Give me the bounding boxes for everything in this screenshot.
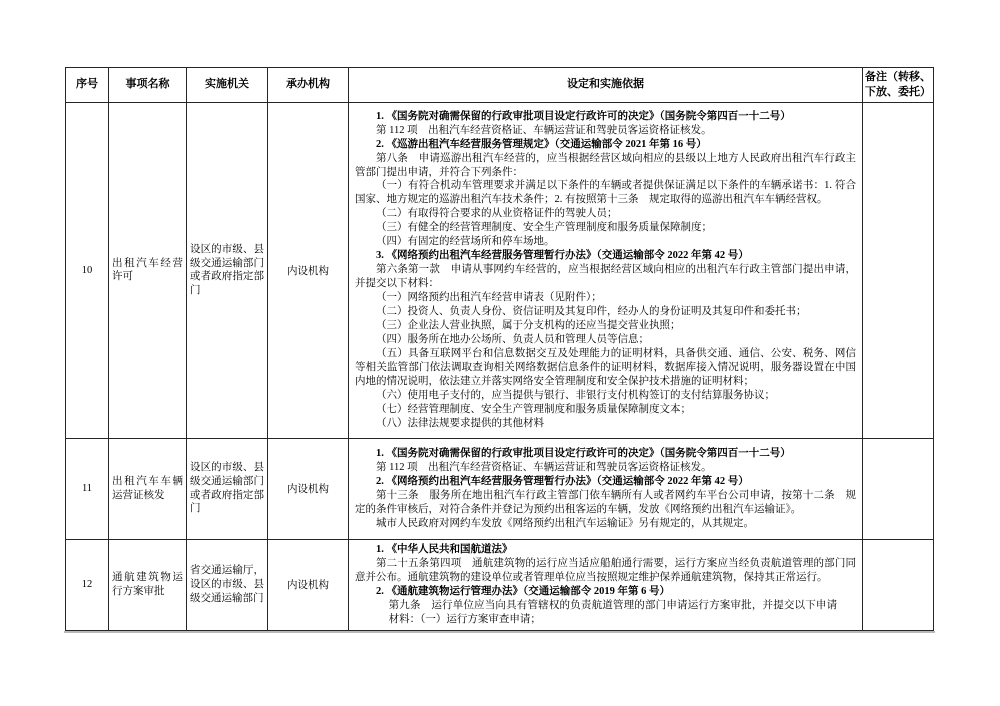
basis-paragraph: （二）有取得符合要求的从业资格证件的驾驶人员； xyxy=(376,208,618,220)
page-bottom-rule xyxy=(64,631,935,633)
table-row xyxy=(66,539,934,630)
seq-cell: 12 xyxy=(66,539,109,630)
basis-paragraph: （八）法律法规要求提供的其他材料 xyxy=(376,417,544,429)
header-row xyxy=(66,68,934,103)
col-header-handler: 承办机构 xyxy=(268,68,349,103)
col-header-remark: 备注（转移、下放、委托） xyxy=(863,68,934,103)
basis-paragraph: 第二十五条第四项 通航建筑物的运行应当适应船舶通行需要，运行方案应当经负责航道管理的部门同意并公布。通航建筑物的建设单位或者管理单位应当按照规定维护保养通航建筑物，保持其正常运行。 xyxy=(355,557,856,583)
basis-paragraph: 1. 《国务院对确需保留的行政审批项目设定行政许可的决定》（国务院令第四百一十二号） xyxy=(376,110,791,122)
implementer-cell: 设区的市级、县级交通运输部门或者政府指定部门 xyxy=(187,438,268,539)
basis-cell xyxy=(349,539,863,630)
basis-paragraph: 第十三条 服务所在地出租汽车行政主管部门依车辆所有人或者网约车平台公司申请，按第十二条 规定的条件审核后，对符合条件并登记为预约出租客运的车辆，发放《网络预约出租汽车运输证》。 xyxy=(355,489,856,515)
implementer-cell: 省交通运输厅，设区的市级、县级交通运输部门 xyxy=(187,539,268,630)
basis-paragraph: 第九条 运行单位应当向具有管辖权的负责航道管理的部门申请运行方案审批，并提交以下申请材料：（一）运行方案审查申请； xyxy=(388,599,838,625)
basis-paragraph: 城市人民政府对网约车发放《网络预约出租汽车运输证》另有规定的，从其规定。 xyxy=(376,517,754,529)
basis-paragraph: （三）有健全的经营管理制度、安全生产管理制度和服务质量保障制度； xyxy=(376,222,712,234)
remark-cell xyxy=(863,438,934,539)
basis-paragraph: （四）服务所在地办公场所、负责人员和管理人员等信息； xyxy=(376,333,649,345)
item-name-cell: 通航建筑物运行方案审批 xyxy=(109,539,187,630)
basis-paragraph: （六）使用电子支付的，应当提供与银行、非银行支付机构签订的支付结算服务协议； xyxy=(376,389,775,401)
basis-cell xyxy=(349,102,863,438)
basis-paragraph: （一）有符合机动车管理要求并满足以下条件的车辆或者提供保证满足以下条件的车辆承诺书：1. 符合国家、地方规定的巡游出租汽车技术条件；2. 有按照第十三条 规定取得的巡游出租汽车车辆经营权。 xyxy=(355,180,856,206)
basis-paragraph: （七）经营管理制度、安全生产管理制度和服务质量保障制度文本； xyxy=(376,403,691,415)
item-name-cell: 出租汽车经营许可 xyxy=(109,102,187,438)
basis-paragraph: （一）网络预约出租汽车经营申请表（见附件）； xyxy=(376,292,602,304)
basis-paragraph: 第八条 申请巡游出租汽车经营的，应当根据经营区域向相应的县级以上地方人民政府出租汽车行政主管部门提出申请，并符合下列条件： xyxy=(355,152,856,178)
remark-cell xyxy=(863,102,934,438)
basis-paragraph: 1. 《中华人民共和国航道法》 xyxy=(376,543,513,555)
seq-cell: 11 xyxy=(66,438,109,539)
handler-cell: 内设机构 xyxy=(268,102,349,438)
implementer-cell: 设区的市级、县级交通运输部门或者政府指定部门 xyxy=(187,102,268,438)
handler-cell: 内设机构 xyxy=(268,438,349,539)
basis-paragraph: （四）有固定的经营场所和停车场地。 xyxy=(376,236,555,248)
basis-paragraph: （三）企业法人营业执照，属于分支机构的还应当提交营业执照； xyxy=(376,320,681,332)
col-header-implementer: 实施机关 xyxy=(187,68,268,103)
basis-paragraph: （五）具备互联网平台和信息数据交互及处理能力的证明材料，具备供交通、通信、公安、税务、网信等相关监管部门依法调取查询相关网络数据信息条件的证明材料，数据库接入情况说明，服务器设置在中国内地的情况说明，依法建立并落实网络安全管理制度和安全保护技术措施的证明材料； xyxy=(355,347,856,387)
remark-cell xyxy=(863,539,934,630)
col-header-item-name: 事项名称 xyxy=(109,68,187,103)
basis-paragraph: 第 112 项 出租汽车经营资格证、车辆运营证和驾驶员客运资格证核发。 xyxy=(376,124,712,136)
col-header-basis: 设定和实施依据 xyxy=(349,68,863,103)
table-row xyxy=(66,102,934,438)
handler-cell: 内设机构 xyxy=(268,539,349,630)
col-header-seq: 序号 xyxy=(66,68,109,103)
basis-paragraph: 1. 《国务院对确需保留的行政审批项目设定行政许可的决定》（国务院令第四百一十二号） xyxy=(376,447,791,459)
basis-paragraph: 第六条第一款 申请从事网约车经营的，应当根据经营区域向相应的出租汽车行政主管部门提出申请，并提交以下材料： xyxy=(355,264,856,290)
seq-cell: 10 xyxy=(66,102,109,438)
basis-paragraph: 2. 《通航建筑物运行管理办法》（交通运输部令 2019 年第 6 号） xyxy=(376,585,670,597)
item-name-cell: 出租汽车车辆运营证核发 xyxy=(109,438,187,539)
basis-cell xyxy=(349,438,863,539)
basis-paragraph: 2. 《巡游出租汽车经营服务管理规定》（交通运输部令 2021 年第 16 号） xyxy=(376,138,707,150)
basis-paragraph: 2. 《网络预约出租汽车经营服务管理暂行办法》（交通运输部令 2022 年第 42 号） xyxy=(376,475,749,487)
basis-paragraph: 第 112 项 出租汽车经营资格证、车辆运营证和驾驶员客运资格证核发。 xyxy=(376,461,712,473)
basis-paragraph: 3. 《网络预约出租汽车经营服务管理暂行办法》（交通运输部令 2022 年第 42 号） xyxy=(376,250,749,262)
table-row xyxy=(66,438,934,539)
basis-paragraph: （二）投资人、负责人身份、资信证明及其复印件，经办人的身份证明及其复印件和委托书； xyxy=(376,306,807,318)
approval-items-table xyxy=(65,67,934,631)
